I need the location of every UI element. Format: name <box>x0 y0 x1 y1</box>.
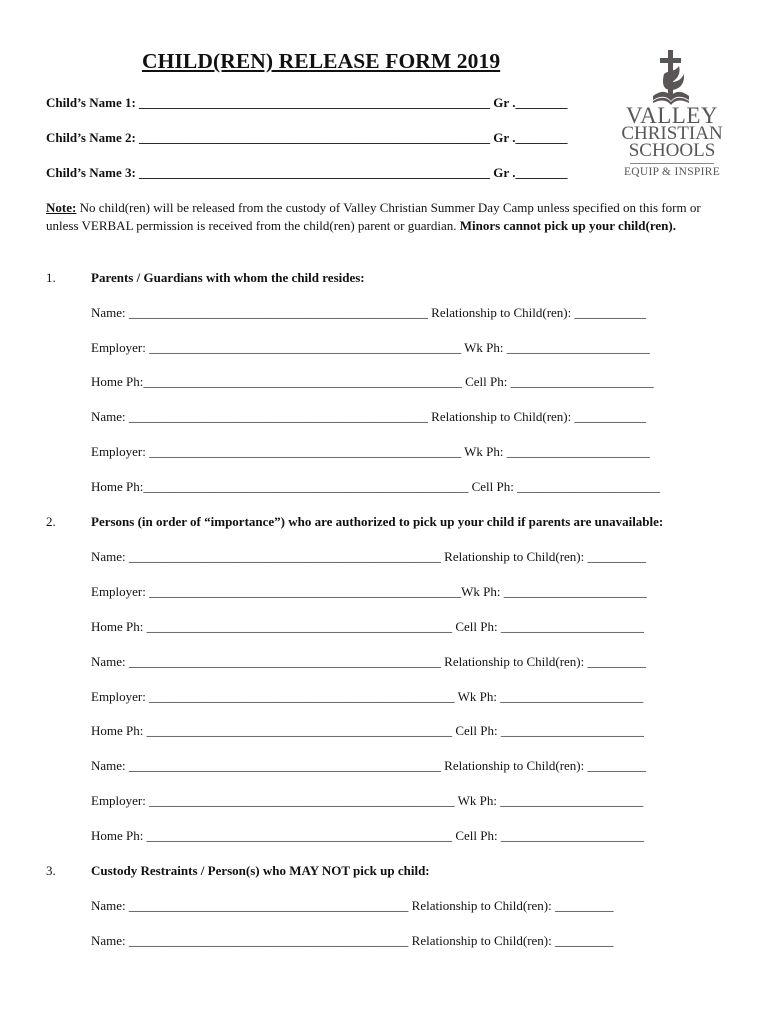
child-name-1-field[interactable]: Child’s Name 1: ______________________________________________________ Gr .________ <box>46 95 568 110</box>
logo-line-schools: SCHOOLS <box>628 140 716 161</box>
parent-1-phone-field[interactable]: Home Ph:_________________________________________________ Cell Ph: ______________________ <box>91 374 654 389</box>
parent-2-phone-field[interactable]: Home Ph:__________________________________________________ Cell Ph: ______________________ <box>91 479 661 494</box>
parent-1-employer-field[interactable]: Employer: ________________________________________________ Wk Ph: ______________________ <box>91 340 650 355</box>
logo-tagline: EQUIP & INSPIRE <box>623 166 721 178</box>
pickup-2-name-field[interactable]: Name: ________________________________________________ Relationship to Child(ren): _________ <box>91 654 646 669</box>
pickup-2-phone-field[interactable]: Home Ph: _______________________________________________ Cell Ph: ______________________ <box>91 723 644 738</box>
note-bold-text: Minors cannot pick up your child(ren). <box>459 218 676 233</box>
section-2-number: 2. <box>46 514 56 529</box>
pickup-2-employer-field[interactable]: Employer: _______________________________________________ Wk Ph: ______________________ <box>91 689 644 704</box>
note-label: Note: <box>46 200 77 215</box>
note-text: No child(ren) will be released from the custody of Valley Christian Summer Day Camp unless specified on this form or unless VERBAL permission is received from the child(ren) parent or guardian. <box>46 200 701 233</box>
pickup-1-name-field[interactable]: Name: ________________________________________________ Relationship to Child(ren): _________ <box>91 549 646 564</box>
section-3-heading: Custody Restraints / Person(s) who MAY NOT pick up child: <box>91 863 430 878</box>
restricted-2-name-field[interactable]: Name: ___________________________________________ Relationship to Child(ren): _________ <box>91 933 614 948</box>
logo-line-valley: VALLEY <box>625 103 718 128</box>
section-1-heading: Parents / Guardians with whom the child resides: <box>91 270 365 285</box>
child-name-3-field[interactable]: Child’s Name 3: ______________________________________________________ Gr .________ <box>46 165 568 180</box>
section-1-number: 1. <box>46 270 56 285</box>
pickup-3-employer-field[interactable]: Employer: _______________________________________________ Wk Ph: ______________________ <box>91 793 644 808</box>
restricted-1-name-field[interactable]: Name: ___________________________________________ Relationship to Child(ren): _________ <box>91 898 614 913</box>
pickup-3-name-field[interactable]: Name: ________________________________________________ Relationship to Child(ren): _________ <box>91 758 646 773</box>
pickup-3-phone-field[interactable]: Home Ph: _______________________________________________ Cell Ph: ______________________ <box>91 828 644 843</box>
cross-and-bible-icon <box>651 44 693 108</box>
section-3-number: 3. <box>46 863 56 878</box>
logo-line-christian: CHRISTIAN <box>621 123 723 144</box>
form-title: CHILD(REN) RELEASE FORM 2019 <box>142 49 501 73</box>
school-logo <box>620 44 724 184</box>
logo-divider <box>630 163 714 164</box>
parent-1-name-field[interactable]: Name: ______________________________________________ Relationship to Child(ren): ___________ <box>91 305 646 320</box>
pickup-1-employer-field[interactable]: Employer: ________________________________________________Wk Ph: ______________________ <box>91 584 647 599</box>
release-note <box>46 199 706 235</box>
pickup-1-phone-field[interactable]: Home Ph: _______________________________________________ Cell Ph: ______________________ <box>91 619 644 634</box>
child-name-2-field[interactable]: Child’s Name 2: ______________________________________________________ Gr .________ <box>46 130 568 145</box>
parent-2-employer-field[interactable]: Employer: ________________________________________________ Wk Ph: ______________________ <box>91 444 650 459</box>
parent-2-name-field[interactable]: Name: ______________________________________________ Relationship to Child(ren): ___________ <box>91 409 646 424</box>
section-2-heading: Persons (in order of “importance”) who are authorized to pick up your child if parents are unavailable: <box>91 514 664 529</box>
